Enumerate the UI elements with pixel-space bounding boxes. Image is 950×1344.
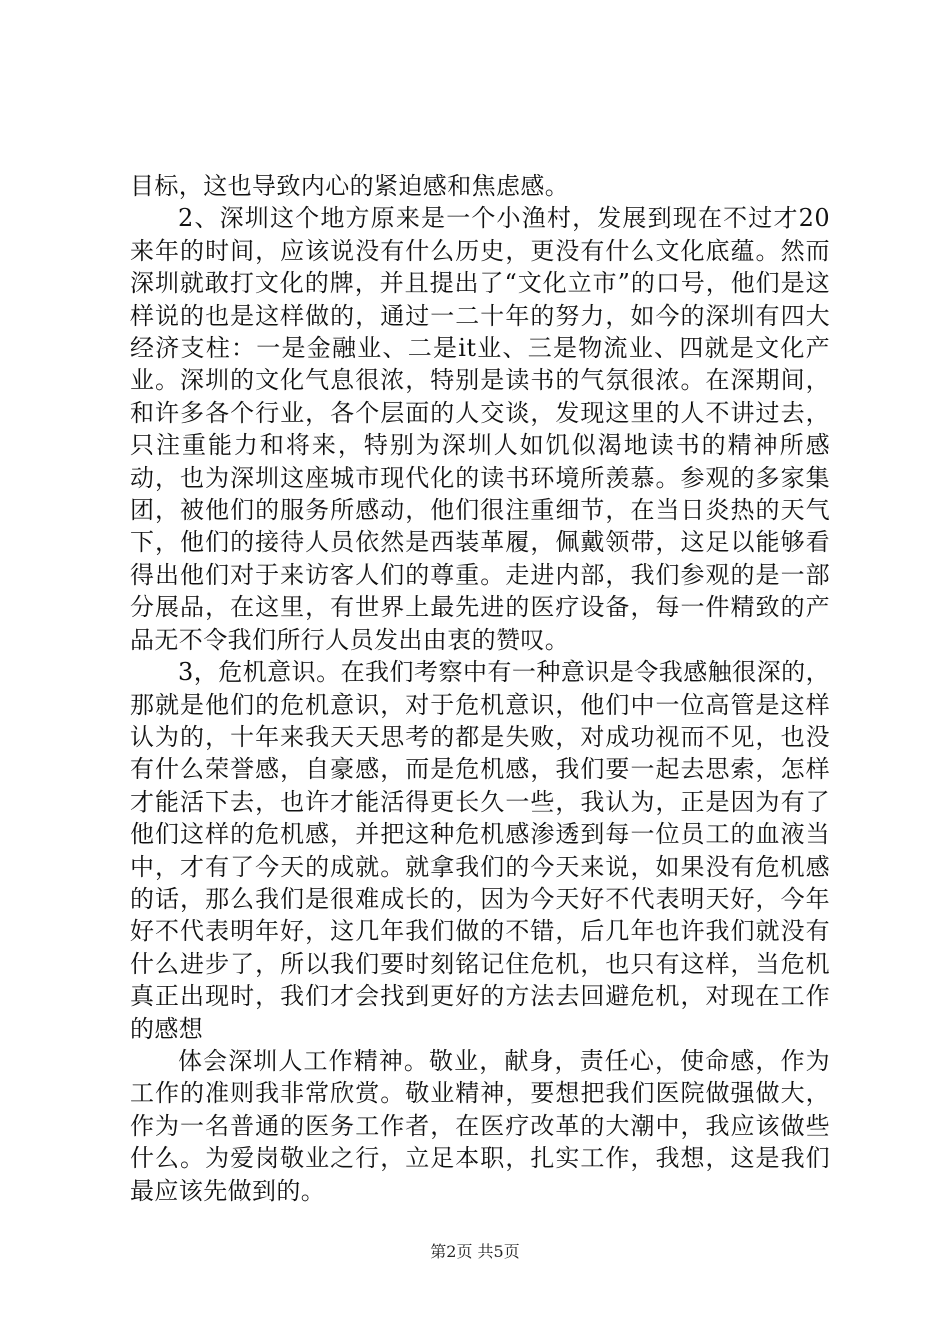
- paragraph-work-spirit: 体会深圳人工作精神。敬业，献身，责任心，使命感，作为工作的准则我非常欣赏。敬业精神，要想把我们医院做强做大，作为一名普通的医务工作者，在医疗改革的大潮中，我应该做些什么。为爱岗敬业之行，立足本职，扎实工作，我想，这是我们最应该先做到的。: [130, 1046, 830, 1205]
- paragraph-crisis-awareness: 3，危机意识。在我们考察中有一种意识是令我感触很深的，那就是他们的危机意识，对于危机意识，他们中一位高管是这样认为的，十年来我天天思考的都是失败，对成功视而不见，也没有什么荣誉感，自豪感，而是危机感，我们要一起去思索，怎样才能活下去，也许才能活得更长久一些，我认为，正是因为有了他们这样的危机感，并把这种危机感渗透到每一位员工的血液当中，才有了今天的成就。就拿我们的今天来说，如果没有危机感的话，那么我们是很难成长的，因为今天好不代表明天好，今年好不代表明年好，这几年我们做的不错，后几年也许我们就没有什么进步了，所以我们要时刻铭记住危机，也只有这样，当危机真正出现时，我们才会找到更好的方法去回避危机，对现在工作的感想: [130, 658, 830, 1043]
- page-number-footer: 第2页 共5页: [430, 1242, 520, 1261]
- paragraph-shenzhen-culture: 2、深圳这个地方原来是一个小渔村，发展到现在不过才20来年的时间，应该说没有什么历史，更没有什么文化底蕴。然而深圳就敢打文化的牌，并且提出了“文化立市”的口号，他们是这样说的也是这样做的，通过一二十年的努力，如今的深圳有四大经济支柱：一是金融业、二是it业、三是物流业、四就是文化产业。深圳的文化气息很浓，特别是读书的气氛很浓。在深期间，和许多各个行业，各个层面的人交谈，发现这里的人不讲过去，只注重能力和将来，特别为深圳人如饥似渴地读书的精神所感动，也为深圳这座城市现代化的读书环境所羡慕。参观的多家集团，被他们的服务所感动，他们很注重细节，在当日炎热的天气下，他们的接待人员依然是西装革履，佩戴领带，这足以能够看得出他们对于来访客人们的尊重。走进内部，我们参观的是一部分展品，在这里，有世界上最先进的医疗设备，每一件精致的产品无不令我们所行人员发出由衷的赞叹。: [130, 204, 830, 654]
- document-body: [130, 170, 830, 1207]
- paragraph-continuation: 目标，这也导致内心的紧迫感和焦虑感。: [130, 172, 570, 200]
